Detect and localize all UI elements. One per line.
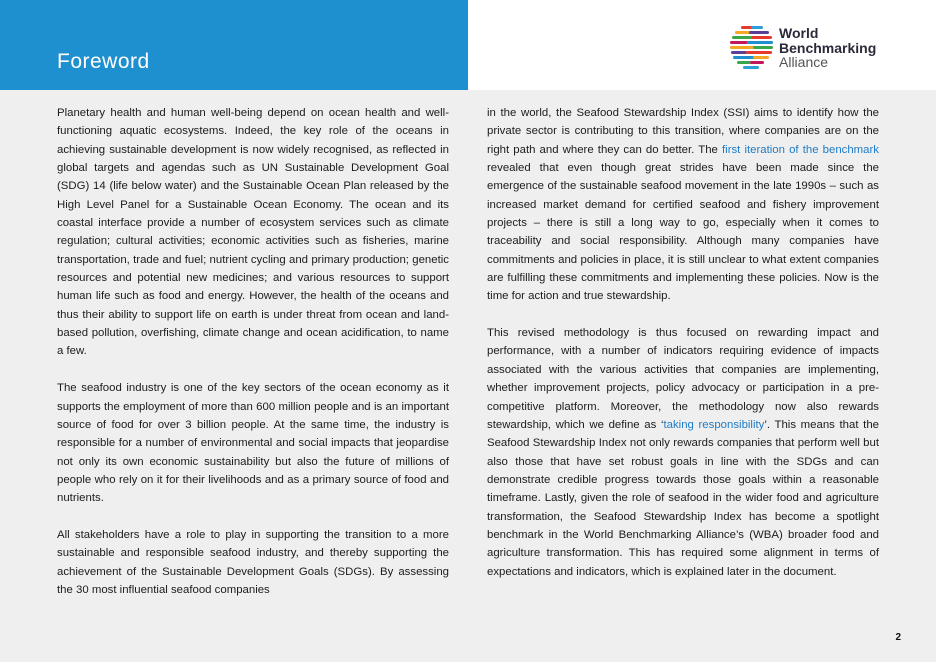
paragraph xyxy=(487,104,879,306)
logo-word-alliance: Alliance xyxy=(779,54,829,70)
paragraph: All stakeholders have a role to play in supporting the transition to a more sustainable and responsible seafood industry, and thereby supporting the achievement of the Sustainable Development Goals (SDGs). By assessing the 30 most influential seafood companies xyxy=(57,528,449,596)
paragraph: The seafood industry is one of the key sectors of the ocean economy as it supports the employment of more than 600 million people and is an important source of food for over 3 billion people. At the same time, the industry is responsible for a number of environmental and social impacts that jeopardise not only its own economic sustainability but also the future of millions of people who rely on it for their livelihoods and as a primary source of food and nutrients. xyxy=(57,382,449,505)
taking-responsibility-link[interactable]: taking responsibility xyxy=(663,418,765,431)
text-run: in the world, the Seafood Stewardship Index (SSI) aims to identify how the private sector is contributing to this transition, where companies are on the right path and where they can do better. The xyxy=(487,107,879,156)
logo-stripes xyxy=(730,26,773,69)
wba-logo-icon xyxy=(729,24,775,70)
page-title: Foreword xyxy=(57,50,150,73)
right-column xyxy=(487,104,879,599)
first-iteration-link[interactable]: first iteration of the benchmark xyxy=(722,143,879,156)
paragraph xyxy=(487,324,879,581)
logo-word-benchmarking: Benchmarking xyxy=(779,39,877,56)
logo-word-world: World xyxy=(779,25,819,41)
text-run: ’. This means that the Seafood Stewardship Index not only rewards companies that perform well but also those that have set robust goals in line with the SDGs and can demonstrate credible progress towards those goals within a reasonable timeframe. Lastly, given the role of seafood in the wider food and agriculture transformation, the Seafood Stewardship Index has become a spotlight benchmark in the World Benchmarking Alliance’s (WBA) broader food and agriculture transformation. This has required some alignment in terms of expectations and indicators, which is explained later in the document. xyxy=(487,418,879,578)
header-band xyxy=(0,0,468,90)
text-run: This revised methodology is thus focused on rewarding impact and performance, with a number of indicators requiring evidence of impacts associated with the various activities that companies are implementing, whether improvement projects, policy advocacy or participation in a pre-competitive platform. Moreover, the methodology now also rewards stewardship, which we define as ‘ xyxy=(487,327,879,431)
left-column xyxy=(57,104,449,618)
page-number: 2 xyxy=(895,632,901,643)
paragraph: Planetary health and human well-being depend on ocean health and well-functioning aquatic ecosystems. Indeed, the key role of the oceans in achieving sustainable development is now widely recognised, as reflected in global targets and agendas such as UN Sustainable Development Goal (SDG) 14 (life below water) and the Sustainable Ocean Plan released by the High Level Panel for a Sustainable Ocean Economy. The ocean and its coastal interface provide a number of ecosystem services such as climate regulation; cultural activities; economic activities such as fisheries, marine transportation, trade and fuel; nutrient cycling and primary production; genetic resources and potential new medicines; and various resources to support human life such as food and energy. However, the health of the oceans and thus their ability to support life on earth is under threat from ocean and land-based pollution, overfishing, climate change and ocean acidification, to name a few. xyxy=(57,107,449,358)
text-run: revealed that even though great strides have been made since the emergence of the sustainable seafood movement in the late 1990s – such as increased market demand for certified seafood and fishery improvement projects – there is still a long way to go, especially when it comes to traceability and social responsibility. Although many companies have commitments and policies in place, it is still unclear to what extent companies are fulfilling these commitments and implementing these policies. Now is the time for action and true stewardship. xyxy=(487,162,879,303)
logo-wordmark xyxy=(779,26,876,70)
